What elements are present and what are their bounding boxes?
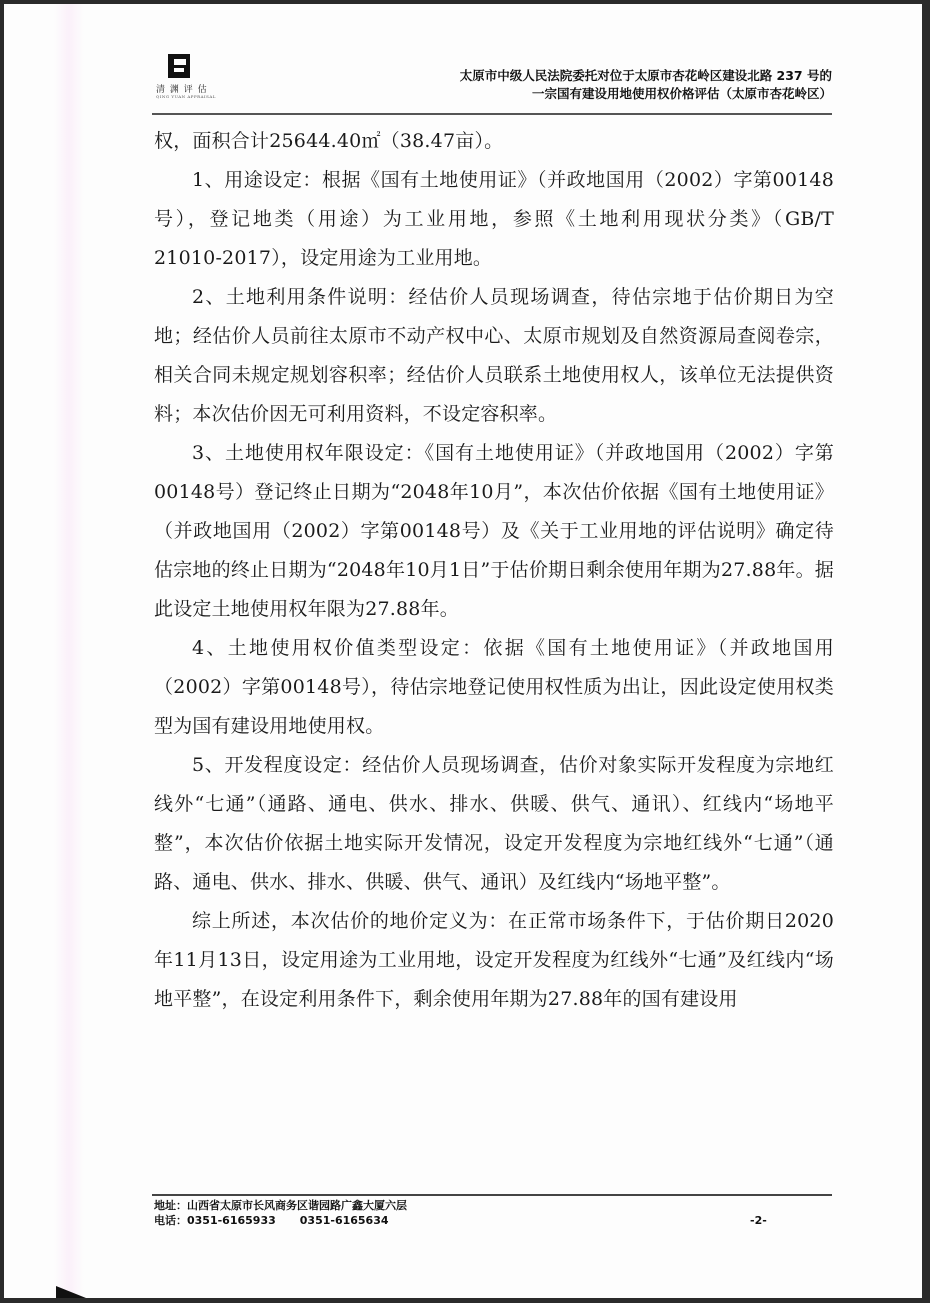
page-fold-shadow: [54, 4, 84, 1298]
document-footer: [154, 1198, 407, 1228]
paragraph-term-setting: 3、土地使用权年限设定：《国有土地使用证》（并政地国用（2002）字第00148号）登记终止日期为“2048年10月”，本次估价依据《国有土地使用证》（并政地国用（2002）字第00148号）及《关于工业用地的评估说明》确定待估宗地的终止日期为“2048年10月1日”于估价期日剩余使用年期为27.88年。据此设定土地使用权年限为27.88年。: [154, 442, 834, 620]
document-header-title: [460, 67, 832, 103]
company-logo: [156, 54, 216, 109]
document-page: [4, 4, 922, 1298]
page-corner-shadow: [56, 1286, 86, 1298]
logo-subtext: QING YUAN APPRAISAL: [156, 94, 216, 99]
paragraph-development-degree: 5、开发程度设定：经估价人员现场调查，估价对象实际开发程度为宗地红线外“七通”（通路、通电、供水、排水、供暖、供气、通讯）、红线内“场地平整”，本次估价依据土地实际开发情况，设定开发程度为宗地红线外“七通”（通路、通电、供水、排水、供暖、供气、通讯）及红线内“场地平整”。: [154, 754, 834, 893]
document-body: [154, 122, 834, 1019]
footer-phone: [154, 1213, 407, 1228]
header-title-line1: 太原市中级人民法院委托对位于太原市杏花岭区建设北路 237 号的: [459, 68, 832, 83]
footer-address: [154, 1198, 407, 1213]
paragraph-value-type: 4、土地使用权价值类型设定：依据《国有土地使用证》（并政地国用（2002）字第00148号），待估宗地登记使用权性质为出让，因此设定使用权类型为国有建设用地使用权。: [154, 637, 834, 737]
page-number: -2-: [750, 1214, 767, 1227]
logo-text: 清 渊 评 估: [156, 85, 208, 95]
logo-icon: [168, 54, 190, 78]
phone-2: 0351-6165634: [299, 1214, 389, 1227]
phone-1: 0351-6165933: [187, 1214, 276, 1227]
header-divider: [152, 113, 832, 115]
paragraph-usage-setting: 1、用途设定：根据《国有土地使用证》（并政地国用（2002）字第00148号），登记地类（用途）为工业用地，参照《土地利用现状分类》（GB/T 21010-2017），设定用途为工业用地。: [154, 169, 834, 269]
paragraph-land-use-conditions: 2、土地利用条件说明：经估价人员现场调查，待估宗地于估价期日为空地；经估价人员前往太原市不动产权中心、太原市规划及自然资源局查阅卷宗，相关合同未规定规划容积率；经估价人员联系土地使用权人，该单位无法提供资料；本次估价因无可利用资料，不设定容积率。: [154, 286, 834, 425]
address-label: 地址：: [154, 1199, 187, 1212]
paragraph-continuation: 权，面积合计25644.40㎡（38.47亩）。: [154, 130, 504, 152]
address-value: 山西省太原市长风商务区谐园路广鑫大厦六层: [187, 1199, 407, 1212]
header-title-line2: 一宗国有建设用地使用权价格评估（太原市杏花岭区）: [531, 86, 832, 101]
paragraph-summary: 综上所述，本次估价的地价定义为：在正常市场条件下，于估价期日2020年11月13日，设定用途为工业用地，设定开发程度为红线外“七通”及红线内“场地平整”，在设定利用条件下，剩余使用年期为27.88年的国有建设用: [154, 910, 834, 1010]
footer-divider: [152, 1194, 832, 1196]
phone-label: 电话：: [154, 1214, 187, 1227]
